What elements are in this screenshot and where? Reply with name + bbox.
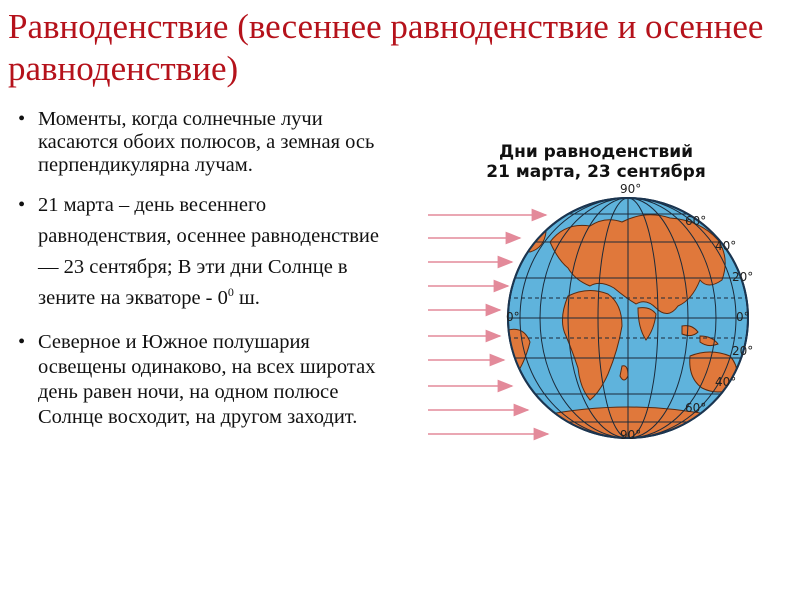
figure-title: [466, 142, 726, 182]
bullet-list: [18, 108, 394, 430]
latitude-label-s40: 40°: [715, 375, 737, 389]
latitude-label-s20: 20°: [732, 344, 754, 358]
latitude-label-top: 90°: [620, 182, 642, 196]
latitude-label-s60: 60°: [685, 401, 707, 415]
bullet-item-definition: [18, 108, 394, 177]
graticule: [500, 190, 756, 446]
equinox-globe-figure: [400, 130, 800, 590]
bullet-text: 21 марта – день весеннего равноденствия, осеннее равноденствие — 23 сентября; В эти дни Солнце в зените на экваторе - 0: [38, 194, 379, 309]
bullet-marker: •: [18, 108, 26, 130]
bullet-item-hemispheres: [18, 330, 394, 430]
page-title: Равноденствие (весеннее равноденствие и осеннее равноденствие): [8, 7, 764, 88]
latitude-label-equator-left: 0°: [506, 310, 520, 324]
latitude-label-bottom: 90°: [620, 428, 642, 442]
bullet-marker: •: [18, 331, 26, 353]
bullet-item-dates: [18, 190, 394, 314]
degree-superscript: 0: [227, 285, 234, 300]
figure-title-line1: Дни равноденствий: [498, 142, 694, 162]
bullet-text: Северное и Южное полушария освещены одинаково, на всех широтах день равен ночи, на одном полюсе Солнце восходит, на другом заходит.: [38, 331, 376, 428]
latitude-label-n20: 20°: [732, 270, 754, 284]
latitude-label-n60: 60°: [685, 214, 707, 228]
bullet-marker: •: [18, 194, 26, 216]
bullet-text-tail: ш.: [233, 287, 260, 309]
latitude-label-n40: 40°: [715, 239, 737, 253]
bullet-text: Моменты, когда солнечные лучи касаются обоих полюсов, а земная ось перпендикулярна лучам.: [38, 108, 375, 176]
globe-illustration: [400, 130, 800, 590]
latitude-label-equator: 0°: [736, 310, 750, 324]
figure-title-line2: 21 марта, 23 сентября: [486, 162, 706, 182]
